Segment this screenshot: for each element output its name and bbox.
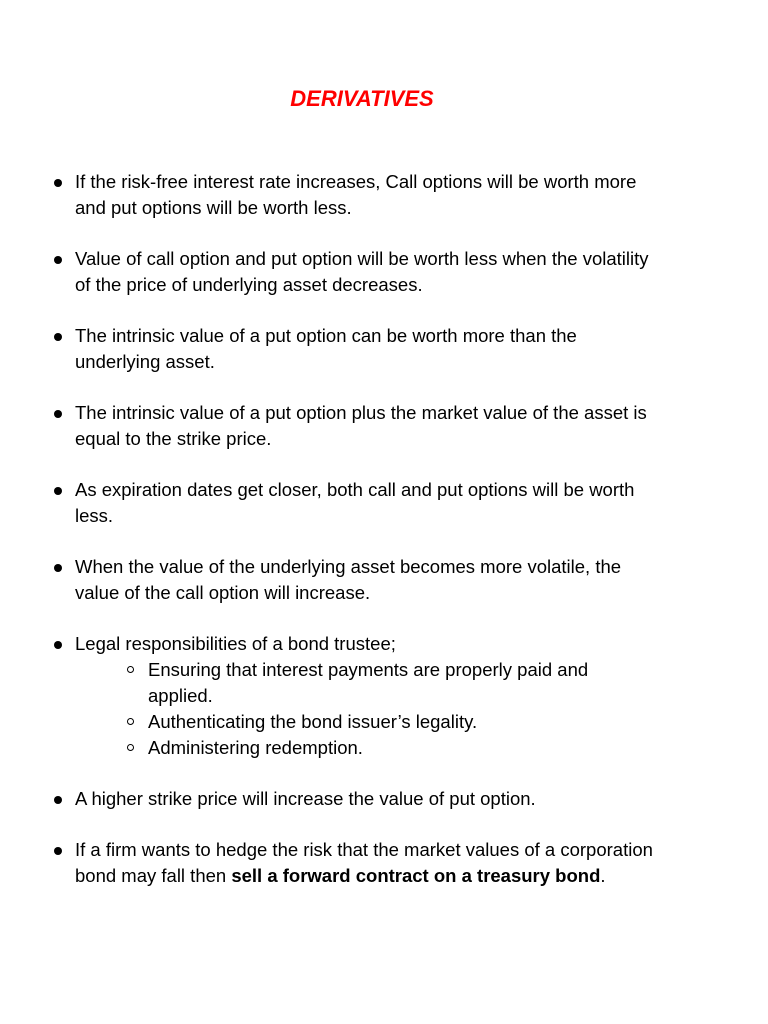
bullet-icon — [54, 641, 62, 649]
sub-list-item — [75, 709, 648, 735]
sub-list-item-text: Ensuring that interest payments are properly paid and applied. — [148, 659, 589, 706]
bullet-icon — [54, 487, 62, 495]
page-title: DERIVATIVES — [290, 86, 434, 111]
hollow-bullet-icon — [127, 744, 134, 751]
list-item — [0, 246, 665, 298]
hollow-bullet-icon — [127, 718, 134, 725]
list-item-text: The intrinsic value of a put option can be worth more than the underlying asset. — [75, 325, 577, 372]
bullet-icon — [54, 564, 62, 572]
sub-list — [75, 657, 665, 761]
sub-list-item — [75, 735, 648, 761]
bullet-icon — [54, 410, 62, 418]
bullet-icon — [54, 333, 62, 341]
sub-list-item — [75, 657, 648, 709]
list-item-text-before: If a firm wants to hedge the risk that the market values of a corporation bond may fall then — [75, 839, 653, 886]
hollow-bullet-icon — [127, 666, 134, 673]
list-item — [0, 554, 665, 606]
sub-list-item-text: Authenticating the bond issuer’s legality. — [148, 711, 478, 732]
list-item-text: Legal responsibilities of a bond trustee; — [75, 633, 396, 654]
list-item-text: As expiration dates get closer, both call and put options will be worth less. — [75, 479, 635, 526]
list-item — [0, 323, 665, 375]
bullet-list — [0, 169, 768, 914]
list-item-text — [75, 839, 653, 886]
bullet-icon — [54, 256, 62, 264]
bullet-icon — [54, 179, 62, 187]
list-item-hedge — [0, 837, 665, 889]
list-item-text-after: . — [600, 865, 606, 886]
list-item-bond-trustee — [0, 631, 665, 761]
bullet-icon — [54, 847, 62, 855]
list-item-text: Value of call option and put option will be worth less when the volatility of the price of underlying asset decreases. — [75, 248, 649, 295]
list-item — [0, 169, 665, 221]
list-item — [0, 400, 665, 452]
list-item-text: When the value of the underlying asset becomes more volatile, the value of the call option will increase. — [75, 556, 622, 603]
list-item — [0, 477, 665, 529]
sub-list-item-text: Administering redemption. — [148, 737, 363, 758]
list-item-text: A higher strike price will increase the value of put option. — [75, 788, 536, 809]
list-item — [0, 786, 665, 812]
bullet-icon — [54, 796, 62, 804]
list-item-text-bold: sell a forward contract on a treasury bond — [231, 865, 601, 886]
list-item-text: If the risk-free interest rate increases, Call options will be worth more and put options will be worth less. — [75, 171, 637, 218]
list-item-text: The intrinsic value of a put option plus the market value of the asset is equal to the strike price. — [75, 402, 647, 449]
